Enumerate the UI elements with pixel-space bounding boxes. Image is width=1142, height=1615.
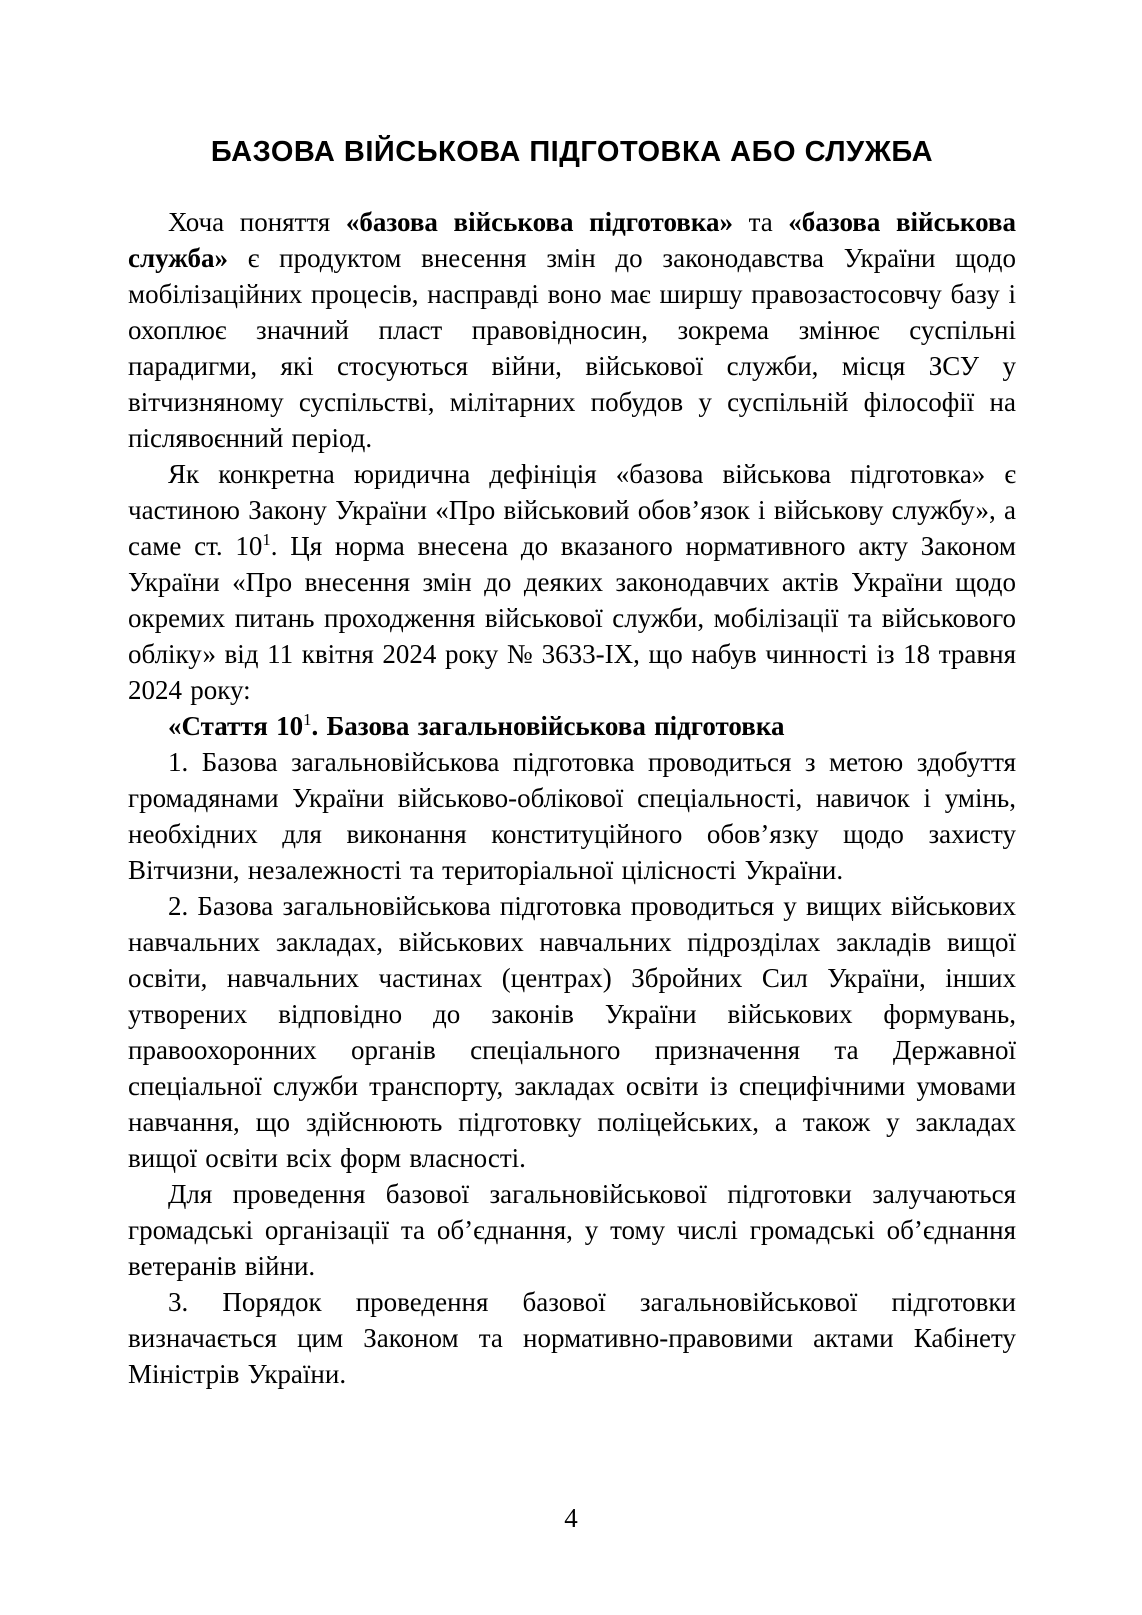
article-heading-paragraph [128, 708, 1016, 744]
text-run: «базова військова підготовка» [345, 207, 733, 237]
text-run: «базова військова служба» [128, 207, 1016, 273]
text-run: 3. Порядок проведення базової загальновійськової підготовки визначається цим Законом та нормативно-правовими актами Кабінету Міністрів України. [128, 1287, 1016, 1389]
text-run: Для проведення базової загальновійськової підготовки залучаються громадські організації та об’єднання, у тому числі громадські об’єднання ветеранів війни. [128, 1179, 1016, 1281]
text-run: «Стаття 10 [168, 711, 304, 741]
paragraph [128, 204, 1016, 456]
paragraph [128, 1176, 1016, 1284]
paragraph [128, 1284, 1016, 1392]
paragraph [128, 456, 1016, 708]
text-run: Як конкретна юридична дефініція «базова військова підготовка» є частиною Закону України «Про військовий обов’язок і військову службу», а саме ст. 10 [128, 459, 1016, 561]
text-run: Хоча поняття [168, 207, 346, 237]
page-number: 4 [564, 1503, 578, 1533]
text-run: 1 [303, 710, 312, 729]
text-run: 1. Базова загальновійськова підготовка проводиться з метою здобуття громадянами України військово-облікової спеціальності, навичок і умінь, необхідних для виконання конституційного обов’язку щодо захисту Вітчизни, незалежності та територіальної цілісності України. [128, 747, 1016, 885]
text-run: 2. Базова загальновійськова підготовка проводиться у вищих військових навчальних закладах, військових навчальних підрозділах закладів вищої освіти, навчальних частинах (центрах) Збройних Сил України, інших утворених відповідно до законів України військових формувань, правоохоронних органів спеціального призначення та Державної спеціальної служби транспорту, закладах освіти із специфічними умовами навчання, що здійснюють підготовку поліцейських, а також у закладах вищої освіти всіх форм власності. [128, 891, 1016, 1173]
text-run: 1 [262, 530, 271, 549]
text-run: . Базова загальновійськова підготовка [311, 711, 785, 741]
paragraph [128, 744, 1016, 888]
paragraph [128, 888, 1016, 1176]
document-body [128, 204, 1016, 1392]
text-run: . Ця норма внесена до вказаного нормативного акту Законом України «Про внесення змін до деяких законодавчих актів України щодо окремих питань проходження військової служби, мобілізації та військового обліку» від 11 квітня 2024 року № 3633-IX, що набув чинності із 18 травня 2024 року: [128, 531, 1016, 705]
page-title: БАЗОВА ВІЙСЬКОВА ПІДГОТОВКА АБО СЛУЖБА [210, 136, 934, 168]
text-run: є продуктом внесення змін до законодавства України щодо мобілізаційних процесів, насправді воно має ширшу правозастосовчу базу і охоплює значний пласт правовідносин, зокрема змінює суспільні парадигми, які стосуються війни, військової служби, місця ЗСУ у вітчизняному суспільстві, мілітарних побудов у суспільній філософії на післявоєнний період. [128, 243, 1016, 453]
text-run: та [733, 207, 789, 237]
